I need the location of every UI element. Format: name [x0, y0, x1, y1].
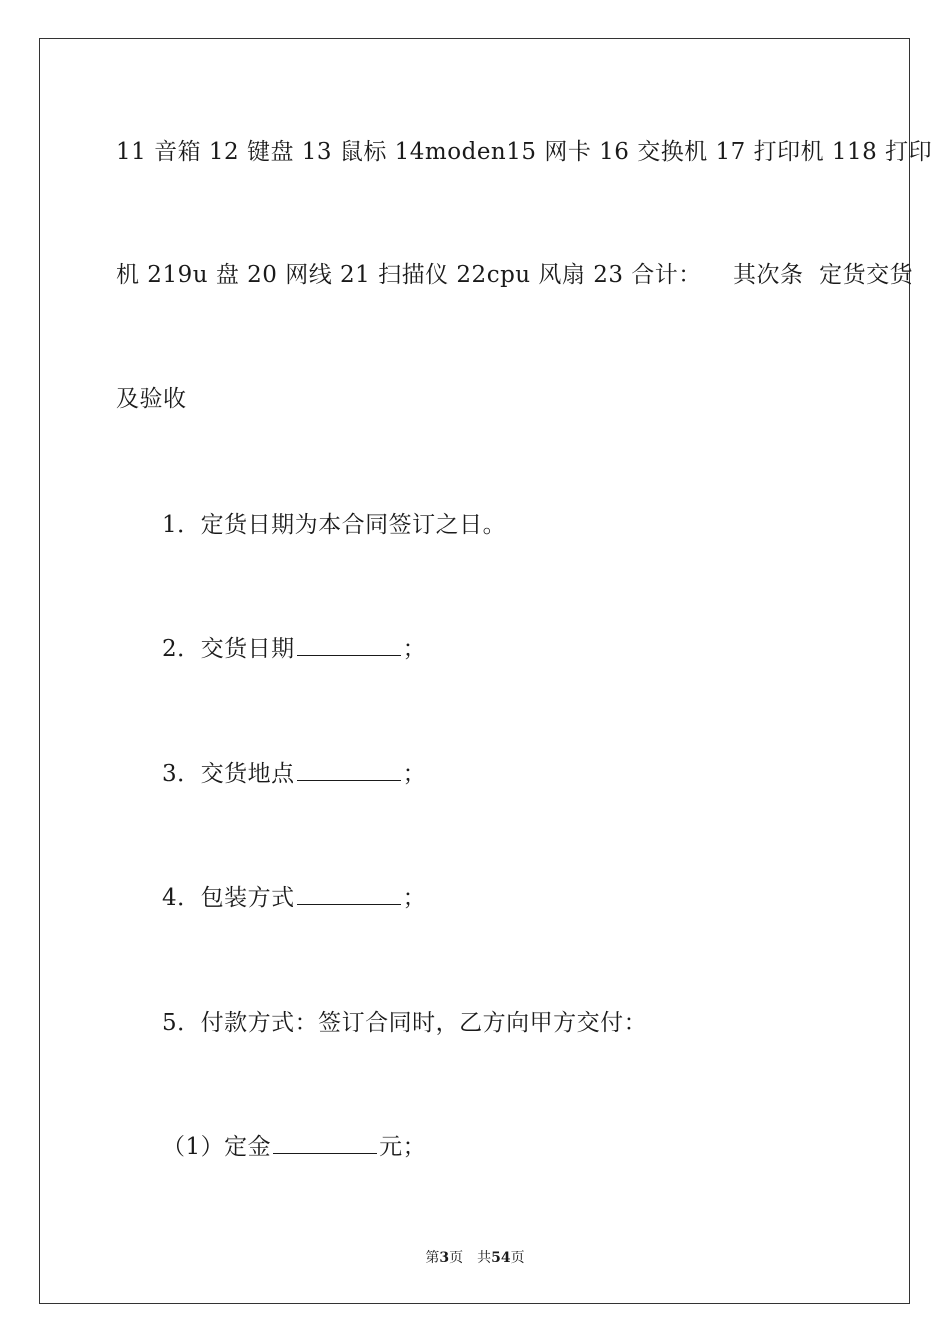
sub-clause-1-end: 元； [379, 1134, 427, 1160]
body-text-line-1: 11 音箱 12 键盘 13 鼠标 14moden15 网卡 16 交换机 17 打印机 118 打印 [116, 139, 933, 165]
footer-total-prefix: 共 [477, 1250, 492, 1266]
footer-page-prefix: 第 [425, 1250, 440, 1266]
clause-3-label: 3．交货地点 [162, 761, 295, 787]
footer-total-pages: 54 [491, 1250, 511, 1266]
footer-page-number: 3 [439, 1250, 450, 1266]
body-text-line-3: 及验收 [116, 386, 187, 412]
clause-5: 5．付款方式：签订合同时，乙方向甲方交付： [162, 1010, 648, 1036]
clause-1: 1．定货日期为本合同签订之日。 [162, 512, 507, 538]
clause-4-label: 4．包装方式 [162, 885, 295, 911]
blank-field [273, 1133, 377, 1154]
clause-2-end: ； [402, 636, 427, 662]
blank-field [297, 884, 401, 905]
page-frame [39, 38, 933, 1304]
blank-field [297, 760, 401, 781]
footer-page-suffix: 页 [449, 1250, 464, 1266]
sub-clause-1-label: （1）定金 [162, 1134, 272, 1160]
clause-4-end: ； [402, 885, 427, 911]
clause-3 [162, 759, 426, 789]
clause-4 [162, 883, 426, 913]
sub-clause-1 [162, 1132, 426, 1162]
clause-2 [162, 634, 426, 664]
clause-2-label: 2．交货日期 [162, 636, 295, 662]
clause-3-end: ； [402, 761, 427, 787]
page-footer [0, 1249, 950, 1267]
blank-field [297, 635, 401, 656]
body-text-line-2: 机 219u 盘 20 网线 21 扫描仪 22cpu 风扇 23 合计： 其次条 定货交货 [116, 262, 914, 288]
footer-total-suffix: 页 [510, 1250, 525, 1266]
